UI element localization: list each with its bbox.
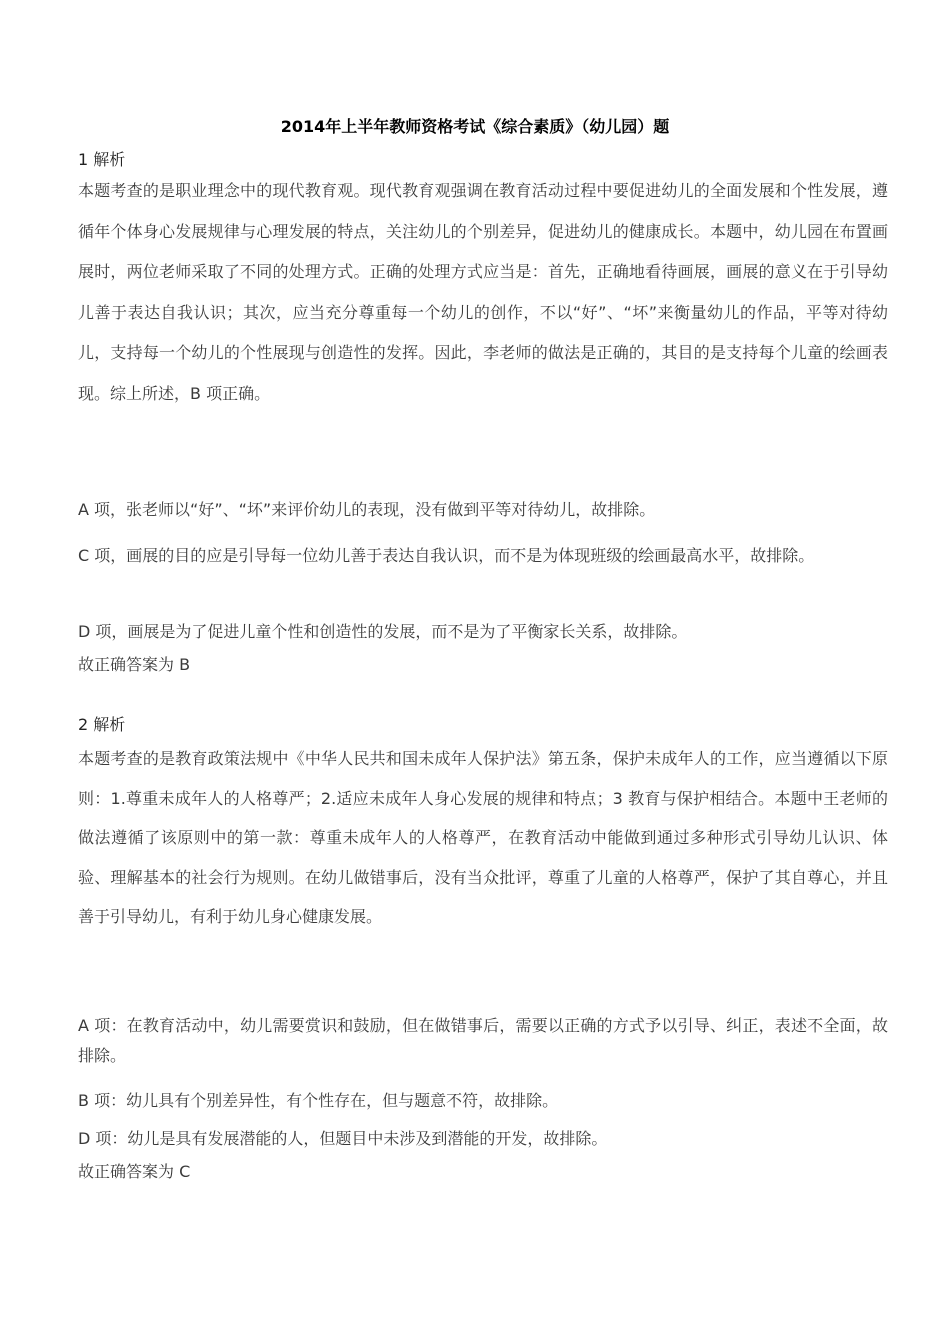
q1-option-d: D 项，画展是为了促进儿童个性和创造性的发展，而不是为了平衡家长关系，故排除。 bbox=[78, 622, 688, 641]
q2-answer: 故正确答案为 C bbox=[78, 1162, 191, 1181]
q2-option-b: B 项：幼儿具有个别差异性，有个性存在，但与题意不符，故排除。 bbox=[78, 1091, 559, 1110]
q2-option-d: D 项：幼儿是具有发展潜能的人，但题目中未涉及到潜能的开发，故排除。 bbox=[78, 1129, 608, 1148]
q2-heading: 2 解析 bbox=[78, 715, 126, 734]
document-title: 2014年上半年教师资格考试《综合素质》（幼儿园）题 bbox=[280, 117, 670, 136]
q1-explanation: 本题考查的是职业理念中的现代教育观。现代教育观强调在教育活动过程中要促进幼儿的全面发展和个性发展，遵循年个体身心发展规律与心理发展的特点，关注幼儿的个别差异，促进幼儿的健康成长。本题中，幼儿园在布置画展时，两位老师采取了不同的处理方式。正确的处理方式应当是：首先，正确地看待画展，画展的意义在于引导幼儿善于表达自我认识；其次，应当充分尊重每一个幼儿的创作，不以“好”、“坏”来衡量幼儿的作品，平等对待幼儿，支持每一个幼儿的个性展现与创造性的发挥。因此，李老师的做法是正确的，其目的是支持每个儿童的绘画表现。综上所述，B 项正确。 bbox=[78, 181, 888, 403]
q2-explanation: 本题考查的是教育政策法规中《中华人民共和国未成年人保护法》第五条，保护未成年人的工作，应当遵循以下原则：1.尊重未成年人的人格尊严；2.适应未成年人身心发展的规律和特点；3 教育与保护相结合。本题中王老师的做法遵循了该原则中的第一款：尊重未成年人的人格尊严，在教育活动中能做到通过多种形式引导幼儿认识、体验、理解基本的社会行为规则。在幼儿做错事后，没有当众批评，尊重了儿童的人格尊严，保护了其自尊心，并且善于引导幼儿，有利于幼儿身心健康发展。 bbox=[78, 749, 888, 926]
q1-option-c: C 项，画展的目的应是引导每一位幼儿善于表达自我认识，而不是为体现班级的绘画最高水平，故排除。 bbox=[78, 546, 815, 565]
q1-option-a: A 项，张老师以“好”、“坏”来评价幼儿的表现，没有做到平等对待幼儿，故排除。 bbox=[78, 500, 656, 519]
q1-heading: 1 解析 bbox=[78, 150, 126, 169]
q1-answer: 故正确答案为 B bbox=[78, 655, 191, 674]
q2-option-a: A 项：在教育活动中，幼儿需要赏识和鼓励，但在做错事后，需要以正确的方式予以引导、纠正，表述不全面，故排除。 bbox=[78, 1016, 888, 1065]
